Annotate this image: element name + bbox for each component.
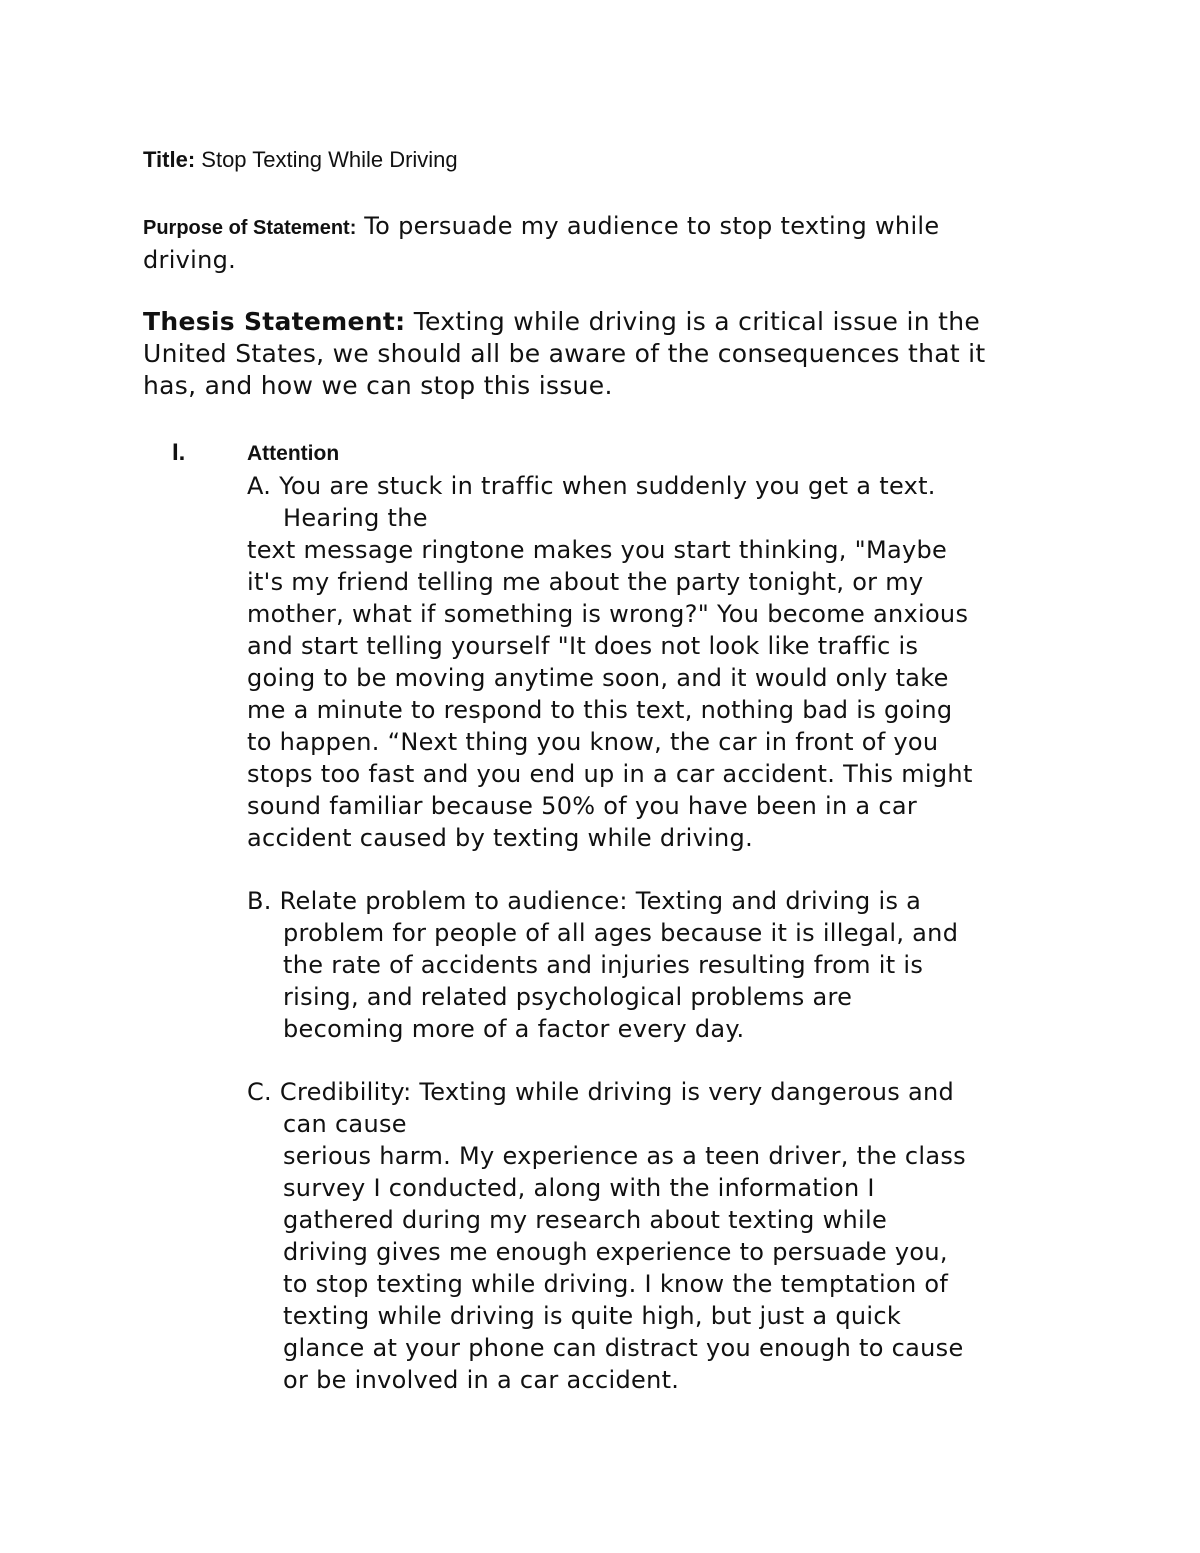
item-a-line: mother, what if something is wrong?" You become anxious <box>247 600 969 628</box>
item-a-line: to happen. “Next thing you know, the car in front of you <box>247 728 939 756</box>
outline-item-a <box>247 470 1067 854</box>
title-label: Title: <box>143 147 196 172</box>
item-c-line: gathered during my research about texting while <box>283 1206 888 1234</box>
item-b-line: B. Relate problem to audience: Texting and driving is a <box>247 887 922 915</box>
outline-item-b <box>247 885 1067 1045</box>
item-a-line: it's my friend telling me about the party tonight, or my <box>247 568 924 596</box>
item-c-line: to stop texting while driving. I know the temptation of <box>283 1270 949 1298</box>
item-b-line: problem for people of all ages because it is illegal, and <box>283 919 959 947</box>
title-line <box>143 146 458 174</box>
purpose-text: To persuade my audience to stop texting while <box>364 212 940 240</box>
outline-item-c <box>247 1076 1067 1396</box>
item-a-line: me a minute to respond to this text, nothing bad is going <box>247 696 953 724</box>
item-c-line: glance at your phone can distract you enough to cause <box>283 1334 964 1362</box>
item-c-line: texting while driving is quite high, but just a quick <box>283 1302 902 1330</box>
item-a-line: sound familiar because 50% of you have been in a car <box>247 792 918 820</box>
thesis-line: United States, we should all be aware of the consequences that it <box>143 339 986 368</box>
thesis-line: Texting while driving is a critical issue in the <box>413 307 981 336</box>
title-text: Stop Texting While Driving <box>201 147 458 172</box>
item-c-line: can cause <box>283 1110 407 1138</box>
item-a-line: text message ringtone makes you start thinking, "Maybe <box>247 536 948 564</box>
item-a-line: A. You are stuck in traffic when suddenly you get a text. <box>247 472 936 500</box>
item-a-line: and start telling yourself "It does not look like traffic is <box>247 632 919 660</box>
item-b-line: becoming more of a factor every day. <box>283 1015 745 1043</box>
thesis-line: has, and how we can stop this issue. <box>143 371 613 400</box>
section-numeral: I. <box>172 439 186 466</box>
item-a-line: going to be moving anytime soon, and it would only take <box>247 664 949 692</box>
item-a-line: accident caused by texting while driving. <box>247 824 754 852</box>
purpose-text-continued: driving. <box>143 246 237 274</box>
thesis-label: Thesis Statement: <box>143 307 406 336</box>
item-c-line: survey I conducted, along with the information I <box>283 1174 875 1202</box>
item-c-line: or be involved in a car accident. <box>283 1366 680 1394</box>
item-c-line: driving gives me enough experience to persuade you, <box>283 1238 948 1266</box>
item-c-line: C. Credibility: Texting while driving is very dangerous and <box>247 1078 955 1106</box>
section-heading: Attention <box>247 442 340 465</box>
thesis-statement <box>143 306 1063 402</box>
item-b-line: rising, and related psychological problems are <box>283 983 853 1011</box>
item-a-line: stops too fast and you end up in a car accident. This might <box>247 760 973 788</box>
purpose-statement <box>143 210 1063 276</box>
purpose-label: Purpose of Statement: <box>143 217 357 239</box>
item-c-line: serious harm. My experience as a teen driver, the class <box>283 1142 966 1170</box>
item-a-line: Hearing the <box>283 504 428 532</box>
item-b-line: the rate of accidents and injuries resulting from it is <box>283 951 924 979</box>
